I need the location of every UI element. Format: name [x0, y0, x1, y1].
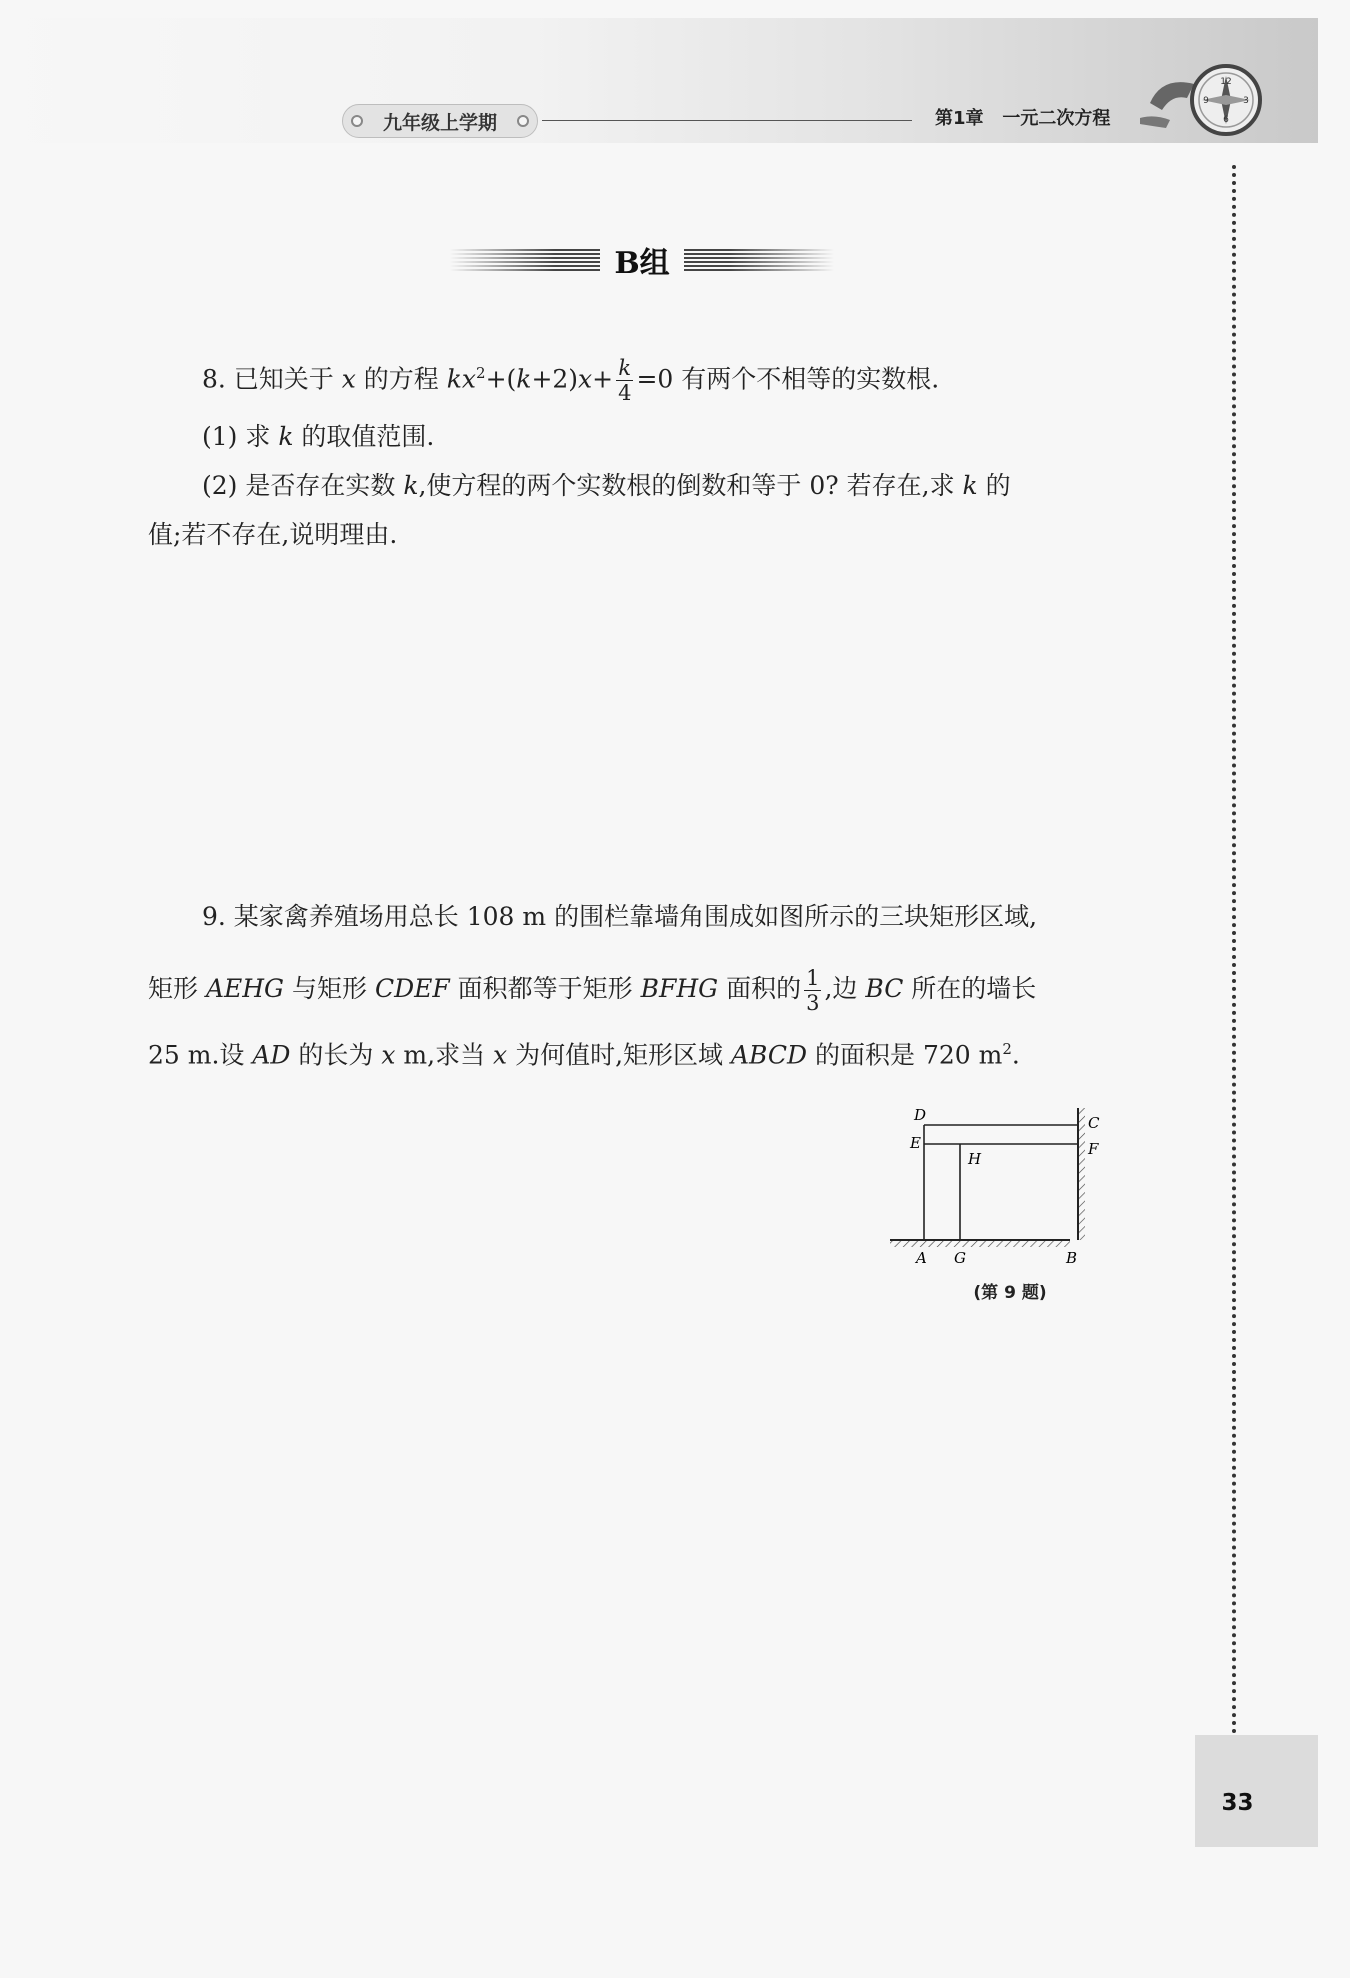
- chapter-title: 第1章 一元二次方程: [935, 108, 1111, 129]
- svg-text:12: 12: [1220, 77, 1232, 87]
- label-h: H: [968, 1150, 982, 1168]
- q8-text: 的方程: [355, 364, 447, 394]
- q8-eq-x: x: [578, 364, 593, 394]
- q9-side-bc: BC: [865, 974, 904, 1003]
- q9-exponent: 2: [1002, 1040, 1012, 1058]
- header-band: [0, 18, 1318, 143]
- q8-fraction-numerator: k: [618, 356, 632, 381]
- q8-part2-text: ,使方程的两个实数根的倒数和等于 0? 若存在,求: [418, 471, 963, 500]
- q9-var-x: x: [493, 1040, 508, 1070]
- label-c: C: [1088, 1114, 1100, 1132]
- q8-part1-text: (1) 求: [202, 422, 279, 451]
- q9-rect-abcd: ABCD: [730, 1040, 808, 1070]
- q8-text: =0 有两个不相等的实数根.: [636, 364, 940, 394]
- grade-label-text: 九年级上学期: [382, 111, 497, 134]
- q9-rect-bfhg: BFHG: [640, 974, 719, 1003]
- q9-text: ,边: [824, 974, 866, 1003]
- q8-eq-plus: +: [592, 364, 614, 394]
- section-heading: [422, 235, 862, 285]
- q8-part2-var: k: [962, 471, 978, 500]
- page-number: 33: [1221, 1790, 1254, 1816]
- grade-label: [342, 104, 538, 138]
- q9-fraction-numerator: 1: [806, 966, 820, 990]
- q9-line1: 9. 某家禽养殖场用总长 108 m 的围栏靠墙角围成如图所示的三块矩形区域,: [202, 902, 1038, 931]
- label-b: B: [1066, 1249, 1078, 1267]
- heading-stripes-left: [450, 249, 600, 271]
- q9-text: 为何值时,矩形区域: [507, 1040, 731, 1070]
- label-g: G: [954, 1249, 966, 1267]
- q8-part1: [202, 420, 434, 454]
- q9-text: 面积的: [718, 974, 802, 1003]
- q8-eq-exponent: 2: [476, 364, 486, 382]
- q8-eq-text: +(: [485, 364, 517, 394]
- q8-fraction-denominator: 4: [618, 381, 632, 406]
- q8-part2-text: 的: [977, 471, 1011, 500]
- q9-side-ad: AD: [252, 1040, 291, 1070]
- q8-eq-k: k: [516, 364, 532, 394]
- q9-text: 与矩形: [284, 974, 375, 1003]
- label-a: A: [916, 1249, 927, 1267]
- q8-part1-text: 的取值范围.: [293, 422, 435, 451]
- q9-text: .: [1011, 1040, 1020, 1070]
- header-rule: [542, 120, 912, 121]
- q8-statement: [202, 356, 939, 405]
- q8-fraction: [616, 356, 633, 405]
- q9-text: 的长为: [290, 1040, 382, 1070]
- pill-dot-right: [517, 115, 529, 127]
- q9-fraction: [804, 966, 821, 1015]
- label-d: D: [914, 1106, 927, 1124]
- q9-line3: [148, 1032, 1020, 1072]
- q9-line2: [148, 966, 1036, 1015]
- label-f: F: [1088, 1140, 1099, 1158]
- q9-rect-cdef: CDEF: [374, 974, 450, 1003]
- svg-text:6: 6: [1223, 115, 1229, 125]
- q8-eq-x: x: [461, 364, 477, 394]
- label-e: E: [910, 1134, 921, 1152]
- q9-text: 所在的墙长: [903, 974, 1037, 1003]
- q9-text: 的面积是 720 m: [807, 1040, 1003, 1070]
- q9-var-x: x: [381, 1040, 396, 1070]
- q8-part2-var: k: [403, 471, 419, 500]
- wall-hatch: [1078, 1108, 1085, 1240]
- dotted-margin-line: [1232, 165, 1236, 1735]
- q9-text: 面积都等于矩形: [449, 974, 641, 1003]
- q9-text: 矩形: [148, 974, 206, 1003]
- ground-hatch: [890, 1240, 1070, 1247]
- compass-runner-logo-icon: [1132, 58, 1272, 148]
- q8-var-x: x: [341, 364, 356, 394]
- svg-text:3: 3: [1243, 96, 1249, 106]
- q8-eq-text: +2): [531, 364, 579, 394]
- q8-text: 8. 已知关于: [202, 364, 342, 394]
- q9-rect-aehg: AEHG: [205, 974, 285, 1003]
- figure-caption: (第 9 题): [973, 1283, 1047, 1303]
- q8-part2-line1: [202, 469, 1011, 503]
- q8-part1-var: k: [278, 422, 294, 451]
- q8-part2-text: (2) 是否存在实数: [202, 471, 404, 500]
- q8-eq-k: k: [446, 364, 462, 394]
- heading-stripes-right: [684, 249, 834, 271]
- section-label: B组: [614, 246, 670, 281]
- svg-text:9: 9: [1203, 96, 1209, 106]
- q8-part2-line2: 值;若不存在,说明理由.: [148, 520, 398, 549]
- q9-fraction-denominator: 3: [806, 991, 820, 1015]
- q9-text: m,求当: [395, 1040, 494, 1070]
- q9-text: 25 m.设: [148, 1040, 253, 1070]
- pill-dot-left: [351, 115, 363, 127]
